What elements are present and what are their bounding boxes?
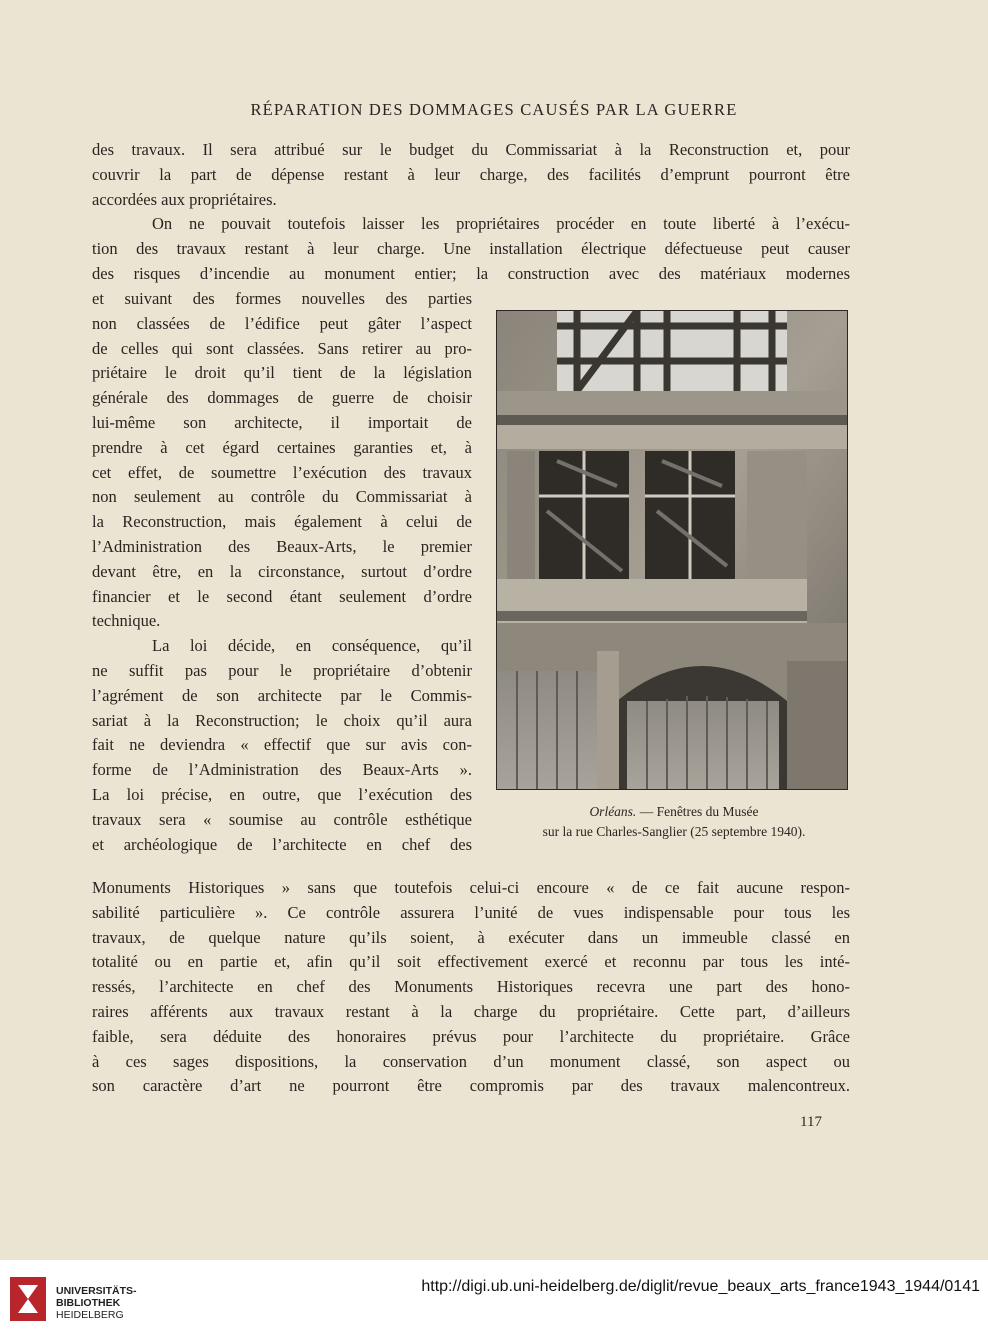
text-line: à ces sages dispositions, la conservation d’un monument classé, son aspect ou (92, 1051, 850, 1071)
body-bottom-block (92, 876, 850, 1099)
running-header: RÉPARATION DES DOMMAGES CAUSÉS PAR LA GUERRE (250, 100, 738, 119)
text-line: accordées aux propriétaires. (92, 189, 277, 209)
text-line: La loi décide, en conséquence, qu’il (152, 636, 472, 656)
text-line: de celles qui sont classées. Sans retirer au pro- (92, 338, 472, 358)
text-line: travaux, de quelque nature qu’ils soient, à exécuter dans un immeuble classé en (92, 927, 850, 947)
text-line: l’Administration des Beaux-Arts, le premier (92, 536, 472, 556)
text-line: sariat à la Reconstruction; le choix qu’il aura (92, 710, 472, 730)
text-line: la Reconstruction, mais également à celui de (92, 512, 472, 532)
text-line: faible, sera déduite des honoraires prévus pour l’architecte du propriétaire. Grâce (92, 1026, 850, 1046)
text-line: générale des dommages de guerre de choisir (92, 388, 472, 408)
text-line: raires afférents aux travaux restant à la charge du propriétaire. Cette part, d’ailleurs (92, 1001, 850, 1021)
text-line: priétaire le droit qu’il tient de la législation (92, 363, 472, 383)
library-line-3: HEIDELBERG (56, 1309, 124, 1321)
body-top-block (92, 138, 850, 287)
library-line-2: BIBLIOTHEK (56, 1297, 121, 1309)
text-line: des travaux. Il sera attribué sur le budget du Commissariat à la Reconstruction et, pour (92, 140, 850, 159)
caption-place: Orléans. (589, 804, 637, 819)
digitization-footer (0, 1260, 988, 1338)
figure-caption (488, 802, 860, 842)
photo-illustration (497, 311, 847, 789)
text-line: forme de l’Administration des Beaux-Arts ». (92, 760, 472, 780)
caption-line-2: sur la rue Charles-Sanglier (25 septembre 1940). (542, 824, 806, 839)
caption-line-1 (488, 802, 860, 822)
text-line: et suivant des formes nouvelles des parties (92, 289, 472, 308)
text-line: On ne pouvait toutefois laisser les propriétaires procéder en toute liberté à l’exécu- (152, 214, 850, 234)
text-line: non seulement au contrôle du Commissariat à (92, 487, 472, 507)
text-line: Monuments Historiques » sans que toutefois celui-ci encoure « de ce fait aucune respon- (92, 878, 850, 897)
text-line: couvrir la part de dépense restant à leur charge, des facilités d’emprunt pourront être (92, 164, 850, 184)
text-line: prendre à cet égard certaines garanties et, à (92, 437, 472, 457)
source-url-link[interactable]: http://digi.ub.uni-heidelberg.de/diglit/revue_beaux_arts_france1943_1944/0141 (421, 1278, 980, 1295)
text-line: technique. (92, 611, 161, 631)
text-line: non classées de l’édifice peut gâter l’aspect (92, 313, 472, 333)
text-line: cet effet, de soumettre l’exécution des travaux (92, 462, 472, 482)
body-left-column (92, 287, 472, 857)
text-line: La loi précise, en outre, que l’exécution des (92, 784, 472, 804)
library-line-1: UNIVERSITÄTS- (56, 1285, 137, 1297)
text-line: sabilité particulière ». Ce contrôle assurera l’unité de vues indispensable pour tous les (92, 902, 850, 922)
caption-title: — Fenêtres du Musée (636, 804, 759, 819)
text-line: et archéologique de l’architecte en chef des (92, 834, 472, 854)
page-number: 117 (800, 1114, 822, 1130)
text-line: tion des travaux restant à leur charge. Une installation électrique défectueuse peut causer (92, 239, 850, 259)
text-line: lui-même son architecte, il importait de (92, 412, 472, 432)
text-line: ne suffit pas pour le propriétaire d’obtenir (92, 660, 472, 680)
text-line: totalité ou en partie et, afin qu’il soit effectivement exercé et reconnu par tous les inté- (92, 952, 850, 972)
text-line: travaux sera « soumise au contrôle esthétique (92, 809, 472, 829)
library-logo-icon (8, 1275, 48, 1327)
text-line: financier et le second étant seulement d’ordre (92, 586, 472, 606)
facade-photograph (496, 310, 848, 790)
text-line: des risques d’incendie au monument entier; la construction avec des matériaux modernes (92, 263, 850, 283)
text-line: devant être, en la circonstance, surtout d’ordre (92, 561, 472, 581)
text-line: fait ne deviendra « effectif que sur avis con- (92, 735, 472, 755)
text-line: l’agrément de son architecte par le Commis- (92, 685, 472, 705)
text-line: son caractère d’art ne pourront être compromis par des travaux malencontreux. (92, 1076, 850, 1096)
text-line: ressés, l’architecte en chef des Monuments Historiques recevra une part des hono- (92, 977, 850, 997)
library-name (56, 1285, 137, 1321)
